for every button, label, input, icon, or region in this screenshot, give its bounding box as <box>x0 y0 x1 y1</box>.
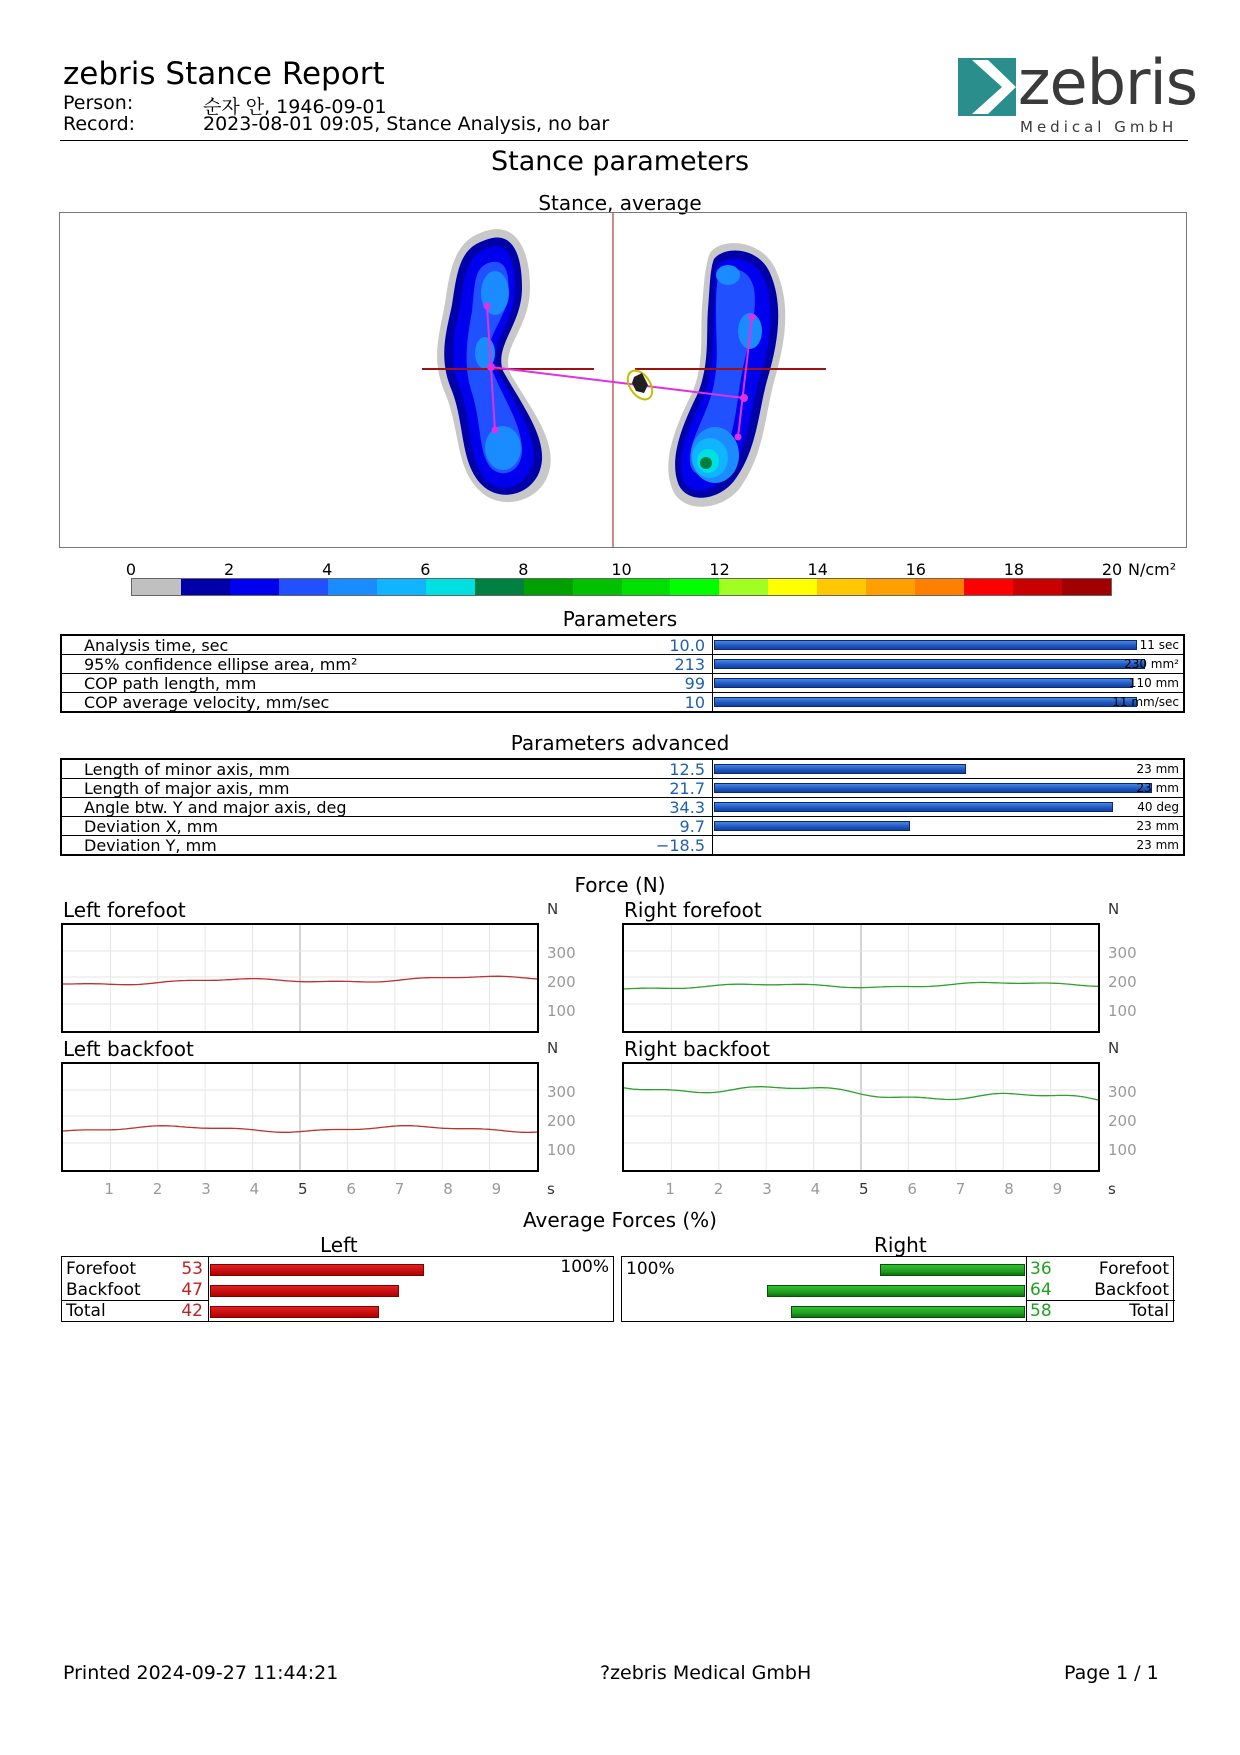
scale-color-cell <box>622 579 671 595</box>
parameter-row <box>62 779 1183 798</box>
parameter-label: Analysis time, sec <box>84 636 229 655</box>
parameter-max: 40 deg <box>1137 800 1179 814</box>
unit-n-label: N <box>547 900 559 918</box>
parameter-bar <box>714 640 1137 650</box>
left-forefoot-plot <box>61 923 539 1033</box>
scale-color-cell <box>817 579 866 595</box>
scale-tick: 16 <box>905 560 926 579</box>
y-tick-label: 100 <box>547 1141 576 1159</box>
parameter-row <box>62 674 1183 693</box>
foot-pressure-image <box>60 213 1186 547</box>
parameter-bar <box>714 764 966 774</box>
scale-tick: 8 <box>518 560 529 579</box>
right-backfoot-plot <box>622 1062 1100 1172</box>
y-tick-label: 300 <box>1108 944 1137 962</box>
parameter-label: COP average velocity, mm/sec <box>84 693 330 712</box>
x-tick-label: 4 <box>810 1180 821 1198</box>
scale-color-cell <box>132 579 181 595</box>
right-force-bar <box>880 1264 1025 1276</box>
parameter-label: COP path length, mm <box>84 674 257 693</box>
parameter-max: 11 sec <box>1139 638 1179 652</box>
scale-color-cell <box>915 579 964 595</box>
left-force-label: Total <box>66 1301 106 1321</box>
header-divider <box>60 140 1188 141</box>
scale-color-cell <box>524 579 573 595</box>
parameter-max: 11 mm/sec <box>1112 695 1179 709</box>
record-label: Record: <box>63 113 136 135</box>
page-title: Stance parameters <box>490 146 750 177</box>
right-title: Right <box>874 1233 927 1257</box>
x-tick-label: 6 <box>346 1180 356 1198</box>
x-tick-label: 5 <box>298 1180 308 1198</box>
x-tick-label: 8 <box>1004 1180 1014 1198</box>
parameters-table <box>60 634 1185 713</box>
person-label: Person: <box>63 92 134 114</box>
y-tick-label: 200 <box>547 1112 576 1130</box>
unit-n-label: N <box>1108 900 1120 918</box>
scale-color-cell <box>279 579 328 595</box>
x-tick-label: 7 <box>955 1180 966 1198</box>
x-tick-label: 7 <box>394 1180 405 1198</box>
scale-color-cell <box>475 579 524 595</box>
parameter-value: −18.5 <box>655 836 705 855</box>
stance-title: Stance, average <box>538 191 702 215</box>
footer-printed: Printed 2024-09-27 11:44:21 <box>63 1662 339 1684</box>
scale-color-cell <box>866 579 915 595</box>
logo-text: zebris <box>1018 46 1198 119</box>
parameter-row <box>62 798 1183 817</box>
scale-color-cell <box>230 579 279 595</box>
average-forces-title: Average Forces (%) <box>523 1208 717 1232</box>
left-force-label: Backfoot <box>66 1280 141 1300</box>
x-tick-label: 4 <box>249 1180 260 1198</box>
parameter-value: 34.3 <box>669 798 705 817</box>
y-tick-label: 300 <box>547 1083 576 1101</box>
x-tick-label: 3 <box>762 1180 772 1198</box>
parameter-label: Length of minor axis, mm <box>84 760 290 779</box>
scale-color-cell <box>181 579 230 595</box>
y-tick-label: 200 <box>1108 973 1137 991</box>
zebris-logo <box>958 46 1198 140</box>
scale-tick: 14 <box>807 560 828 579</box>
scale-tick: 18 <box>1003 560 1025 579</box>
pressure-color-scale <box>125 560 1231 600</box>
parameter-max: 23 mm <box>1136 819 1179 833</box>
parameter-label: Length of major axis, mm <box>84 779 290 798</box>
scale-tick: 12 <box>709 560 730 579</box>
parameter-bar <box>714 678 1133 688</box>
parameter-max: 110 mm <box>1128 676 1179 690</box>
scale-tick: 10 <box>611 560 632 579</box>
right-average-forces <box>621 1256 1174 1322</box>
unit-n-label: N <box>1108 1039 1120 1057</box>
parameter-bar <box>714 697 1137 707</box>
parameter-row <box>62 693 1183 711</box>
right-force-bar <box>791 1306 1025 1318</box>
left-forefoot-title: Left forefoot <box>63 898 186 922</box>
logo-subtitle: Medical GmbH <box>1020 118 1178 136</box>
right-force-label: Forefoot <box>1098 1259 1169 1279</box>
parameter-value: 213 <box>674 655 705 674</box>
parameter-label: Angle btw. Y and major axis, deg <box>84 798 347 817</box>
right-100-label: 100% <box>626 1259 675 1279</box>
right-forefoot-plot <box>622 923 1100 1033</box>
parameter-max: 23 mm <box>1136 838 1179 852</box>
parameter-label: Deviation X, mm <box>84 817 218 836</box>
parameter-value: 12.5 <box>669 760 705 779</box>
parameter-row <box>62 817 1183 836</box>
right-force-label: Backfoot <box>1094 1280 1169 1300</box>
left-force-bar <box>210 1264 424 1276</box>
scale-color-cell <box>964 579 1013 595</box>
scale-tick: 0 <box>125 560 137 579</box>
parameter-value: 99 <box>684 674 705 693</box>
left-force-bar <box>210 1285 399 1297</box>
parameter-row <box>62 836 1183 854</box>
parameters-advanced-title: Parameters advanced <box>510 731 730 755</box>
y-tick-label: 300 <box>547 944 576 962</box>
report-title: zebris Stance Report <box>63 56 385 92</box>
force-title: Force (N) <box>574 873 666 897</box>
parameter-value: 21.7 <box>669 779 705 798</box>
y-tick-label: 100 <box>1108 1141 1137 1159</box>
footer-page: Page 1 / 1 <box>1064 1662 1159 1684</box>
parameter-bar <box>714 821 910 831</box>
parameter-value: 10 <box>684 693 705 712</box>
scale-color-cell <box>1062 579 1111 595</box>
y-tick-label: 100 <box>547 1002 576 1020</box>
x-unit-label: s <box>547 1180 555 1198</box>
stance-pressure-map <box>59 212 1187 548</box>
x-tick-label: 6 <box>907 1180 917 1198</box>
left-title: Left <box>320 1233 358 1257</box>
left-force-label: Forefoot <box>66 1259 137 1279</box>
y-tick-label: 200 <box>1108 1112 1137 1130</box>
left-backfoot-plot <box>61 1062 539 1172</box>
x-tick-label: 1 <box>104 1180 114 1198</box>
parameter-label: 95% confidence ellipse area, mm² <box>84 655 358 674</box>
x-tick-label: 8 <box>443 1180 453 1198</box>
left-force-value: 42 <box>181 1301 203 1321</box>
scale-tick: 20 <box>1101 560 1123 579</box>
parameters-advanced-table <box>60 758 1185 856</box>
footer-company: ?zebris Medical GmbH <box>600 1662 812 1684</box>
scale-color-cell <box>328 579 377 595</box>
scale-tick: 6 <box>420 560 431 579</box>
scale-color-cell <box>670 579 719 595</box>
scale-color-cell <box>1013 579 1062 595</box>
unit-n-label: N <box>547 1039 559 1057</box>
x-tick-label: 2 <box>713 1180 724 1198</box>
left-average-forces <box>61 1256 614 1322</box>
scale-color-cell <box>768 579 817 595</box>
parameter-row <box>62 760 1183 779</box>
right-force-label: Total <box>1129 1301 1169 1321</box>
parameter-max: 23 mm <box>1136 781 1179 795</box>
left-force-value: 53 <box>181 1259 203 1279</box>
y-tick-label: 100 <box>1108 1002 1137 1020</box>
right-forefoot-title: Right forefoot <box>624 898 762 922</box>
right-force-value: 36 <box>1030 1259 1052 1279</box>
parameter-row <box>62 655 1183 674</box>
parameter-row <box>62 636 1183 655</box>
scale-color-cell <box>719 579 768 595</box>
parameter-bar <box>714 783 1152 793</box>
scale-unit: N/cm² <box>1128 560 1177 579</box>
parameter-value: 9.7 <box>679 817 705 836</box>
x-tick-label: 2 <box>152 1180 163 1198</box>
right-force-bar <box>767 1285 1025 1297</box>
right-force-value: 64 <box>1030 1280 1052 1300</box>
right-backfoot-title: Right backfoot <box>624 1037 770 1061</box>
x-tick-label: 1 <box>665 1180 675 1198</box>
x-tick-label: 9 <box>491 1180 502 1198</box>
x-tick-label: 3 <box>201 1180 211 1198</box>
logo-mark-icon <box>958 58 1016 116</box>
left-backfoot-title: Left backfoot <box>63 1037 194 1061</box>
parameter-bar <box>714 802 1113 812</box>
x-tick-label: 5 <box>859 1180 869 1198</box>
scale-tick: 2 <box>224 560 235 579</box>
parameter-bar <box>714 659 1145 669</box>
scale-color-cell <box>426 579 475 595</box>
left-force-bar <box>210 1306 379 1318</box>
x-unit-label: s <box>1108 1180 1116 1198</box>
parameter-value: 10.0 <box>669 636 705 655</box>
record-value: 2023-08-01 09:05, Stance Analysis, no bar <box>203 113 610 135</box>
y-tick-label: 200 <box>547 973 576 991</box>
right-foot-print <box>668 243 785 507</box>
left-100-label: 100% <box>560 1257 609 1277</box>
parameter-label: Deviation Y, mm <box>84 836 217 855</box>
x-tick-label: 9 <box>1052 1180 1063 1198</box>
parameter-max: 23 mm <box>1136 762 1179 776</box>
parameter-max: 230 mm² <box>1124 657 1179 671</box>
right-force-value: 58 <box>1030 1301 1052 1321</box>
left-force-value: 47 <box>181 1280 203 1300</box>
scale-color-cell <box>377 579 426 595</box>
scale-color-cell <box>573 579 622 595</box>
parameters-title: Parameters <box>562 607 678 631</box>
scale-tick: 4 <box>322 560 333 579</box>
person-value: 순자 안, 1946-09-01 <box>203 96 387 118</box>
y-tick-label: 300 <box>1108 1083 1137 1101</box>
